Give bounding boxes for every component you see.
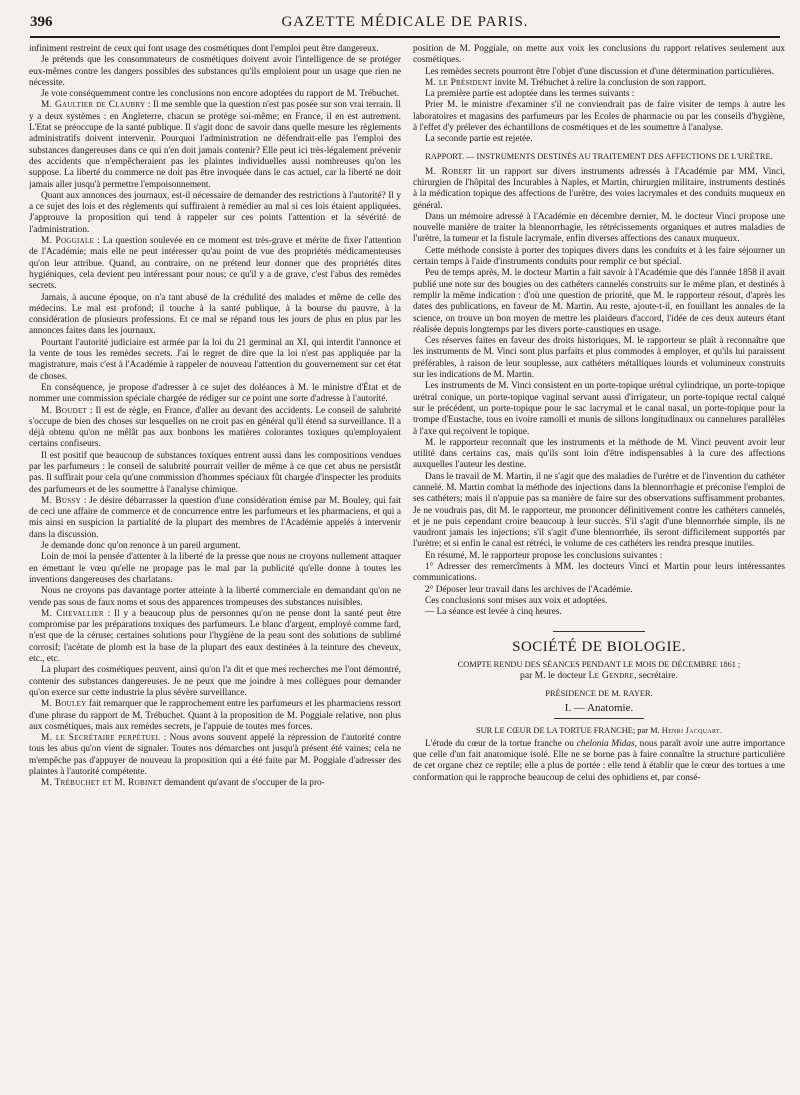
article-author: Henri Jacquart [661, 726, 720, 736]
speech-text: : Je désire débarrasser la question d'une considération émise par M. Bouley, qui fait de ceci une affaire de commerce et de concurrence entre les parfumeurs et les pharmaciens, et qui a mis ainsi en suspicion la partialité de la plupart des membres de l'Académie appelés à intervenir dans la discussion. [29, 495, 401, 540]
speech-text: : Il me semble que la question n'est pas posée sur son vrai terrain. Il y a deux systèmes : en Angleterre, chacun se protège soi-même; en France, il en est autrement. L'Etat se préoccupe de la santé publique. Il s'agit donc de savoir dans quelle mesure les règlements administratifs doivent intervenir. Pourquoi l'administration ne défendrait-elle pas l'emploi des substances dangereuses dans ce qui n'en doit jamais contenir? Elle peut ici très-légalement prévenir des accidents que n'empêcheraient pas les plaintes individuelles aussi nombreuses qu'on les suppose. La liberté du commerce ne doit pas être invoquée dans le cas actuel, car la liberté ne doit jamais aller jusqu'à permettre l'empoisonnement. [29, 100, 401, 190]
paragraph: Nous ne croyons pas davantage porter atteinte à la liberté commerciale en demandant qu'on ne vende pas sous de faux noms et sous des apparences trompeuses des substances nuisibles. [29, 586, 401, 608]
speaker-name: M. Gaultier de Claubry [41, 100, 146, 111]
speech-text: fait remarquer que le rapprochement entre les parfumeurs et les pharmaciens ressort d'une phrase du rapport de M. Trébuchet. Quant à la proposition de M. Poggiale relative, non plus aux cosmétiques, mais aux remèdes secrets, je l'appuie de toutes mes forces. [29, 699, 401, 732]
left-column [29, 44, 401, 1092]
speaker-name: M. Poggiale [41, 236, 95, 247]
paragraph: Il est positif que beaucoup de substances toxiques entrent aussi dans les compositions vendues par les parfumeurs : le conseil de salubrité pourrait veiller de même à ce que cet abus ne persistât pas. Il suffirait pour cela qu'une commission d'hommes spéciaux fût chargée d'inspecter les produits des parfumeurs et de les soumettre à l'analyse chimique. [29, 450, 401, 495]
article-heading-text: SUR LE CŒUR DE LA TORTUE FRANCHE; par M. [475, 726, 662, 736]
paragraph: — La séance est levée à cinq heures. [425, 607, 562, 618]
paragraph: Je demande donc qu'on renonce à un pareil argument. [41, 541, 241, 552]
paragraph: Les instruments de M. Vinci consistent en un porte-topique urétral cylindrique, un porte-topique urétral conique, un porte-topique vaginal servant aussi d'irrigateur, un porte-topique rectal calqué sur le précédent, un porte-topique pour le sac lacrymal et le canal nasal, un porte-topique pour la trompe d'Eustache, tous en ivoire ramolli et munis de sillons longitudinaux ou cannelures parallèles à l'axe qui reçoivent le topique. [413, 381, 785, 437]
paragraph: Dans un mémoire adressé à l'Académie en décembre dernier, M. le docteur Vinci propose une nouvelle manière de traiter la blennorrhagie, les rétrécissements organiques et autres maladies de l'urètre, la tumeur et la fistule lacrymale, enfin diverses affections des canaux muqueux. [413, 211, 785, 245]
paragraph [29, 733, 401, 778]
paragraph: Quant aux annonces des journaux, est-il nécessaire de demander des restrictions à l'autorité? Il y a ce sujet des lois et des règlements qui suffiraient à remédier au mal si ces lois étaient appliquées. J'approuve la proposition qui tend à rappeler sur ces points l'attention et la sévérité de l'administration. [29, 190, 401, 235]
speech-text: : Il est de règle, en France, d'aller au devant des accidents. Le conseil de salubrité s'occupe de bien des choses sur lesquelles on ne croit pas en général qu'il étend sa surveillance. Il a déjà obtenu qu'on ne mêlât pas aux bonbons les matières colorantes toxiques qu'employaient certains confiseurs. [29, 405, 401, 450]
paragraph: M. le rapporteur reconnaît que les instruments et la méthode de M. Vinci peuvent avoir leur utilité dans certains cas, mais qu'ils sont loin d'être indispensables à la cure des affections auxquelles l'auteur les destine. [413, 437, 785, 471]
paragraph [29, 100, 401, 190]
paragraph [413, 78, 785, 89]
paragraph: Loin de moi la pensée d'attenter à la liberté de la presse que nous ne croyons nullement attaquer en émettant le vœu qu'elle ne propage pas le mal par la publicité qu'elle donne à toutes les inventions dangereuses des charlatans. [29, 552, 401, 585]
paragraph: Les remèdes secrets pourront être l'objet d'une discussion et d'une détermination particulières. [425, 66, 774, 77]
page-number: 396 [30, 14, 53, 30]
presidency-line: PRÉSIDENCE DE M. RAYER. [545, 688, 653, 698]
paragraph: La plupart des cosmétiques peuvent, ainsi qu'on l'a dit et que mes recherches me l'ont démontré, contenir des substances dangereuses. Je ne peux que me joindre à mes collègues pour demander qu'on exerce sur cette industrie la plus sévère surveillance. [29, 665, 401, 698]
article-heading [413, 725, 785, 736]
species-name: chelonia Midas [576, 738, 635, 749]
paragraph [413, 167, 785, 212]
subsection-divider [554, 718, 644, 719]
paragraph: Je vote conséquemment contre les conclusions non encore adoptées du rapport de M. Trébuchet. [41, 89, 400, 100]
page-header [30, 10, 780, 38]
speaker-name: M. Chevallier [41, 608, 104, 619]
secretary-name: Le Gendre [588, 670, 634, 682]
paragraph: Je prétends que les consommateurs de cosmétiques doivent avoir l'intelligence de se protéger eux-mêmes contre les dangers possibles des substances qu'ils emploient pour un usage que rien ne nécessite. [29, 55, 401, 88]
speaker-name: M. le Secrétaire perpétuel [41, 733, 161, 744]
paragraph [29, 496, 401, 541]
paragraph [29, 236, 401, 292]
paragraph: En conséquence, je propose d'adresser à ce sujet des doléances à M. le ministre d'État et de nommer une commission spéciale chargée de rédiger sur ce point une sorte d'adresse à l'autorité. [29, 382, 401, 405]
paragraph [29, 699, 401, 733]
speech-text: invite M. Trébuchet à relire la conclusion de son rapport. [492, 77, 707, 88]
paragraph: infiniment restreint de ceux qui font usage des cosmétiques dont l'emploi peut être dangereux. [29, 44, 379, 54]
speaker-name: M. Boudet [41, 405, 88, 416]
speech-text: : Nous avons souvent appelé la répression de l'autorité contre tous les abus qu'on vient de signaler. Toutes nos démarches ont jusqu'à présent été vaines; cela ne m'empêche pas d'appuyer de nouveau la proposition qui a été faite par M. Poggiale d'adresser des plaintes à l'autorité compétente. [29, 733, 401, 777]
speech-text: demandent qu'avant de s'occuper de la pro- [162, 778, 325, 789]
paragraph [29, 406, 401, 451]
subtitle-text: par M. le docteur [520, 670, 589, 682]
paragraph-text: , nous paraît avoir une autre importance que celle d'un fait anatomique isolé. Elle ne se borne pas à faire connaître la structure particulière de cet organe chez ce reptile; elle a plus de portée : elle tend à établir que le cœur des tortues a une conformation qui le rapproche beaucoup de celui des ophidiens et, par consé- [413, 738, 785, 783]
paragraph [29, 778, 401, 789]
article-heading-text: . [719, 726, 723, 736]
paragraph: Peu de temps après, M. le docteur Martin a fait savoir à l'Académie que dès l'année 1858 il avait publié une note sur des bougies ou des cathéters cannelés construits sur le même plan, et destinés à remplir la même indication : d'où une question de priorité, que M. le rapporteur résout, d'après les dates des publications, en faveur de M. Martin. Au reste, ajoute-t-il, en fouillant les annales de la science, on trouve un bon moyen de mettre les plaideurs d'accord, l'idée de ces deux auteurs étant réalisée depuis longtemps par les divers porte-caustiques en usage. [413, 268, 785, 335]
speaker-name: M. Bouley [41, 699, 87, 710]
paragraph: La seconde partie est rejetée. [425, 134, 533, 145]
journal-title: GAZETTE MÉDICALE DE PARIS. [281, 14, 529, 30]
speech-text: : La question soulevée en ce moment est très-grave et mérite de fixer l'attention de l'Académie; mais elle ne peut intéresser qu'au point de vue des propriétés médicamenteuses qu'on leur attribue. Quand, au contraire, on ne prétend leur donner que des propriétés dites hygiéniques, cela devient peu intéressant pour nous; ce qu'il y a de grave, c'est l'abus des remèdes secrets. [29, 236, 401, 292]
speech-text: : Il y a beaucoup plus de personnes qu'on ne pense dont la santé peut être compromise par les préparations toxiques des parfumeurs. Le blanc d'argent, employé comme fard, n'est que de la céruse; certaines solutions pour l'hygiène de la peau sont des solutions de sublimé corrosif; l'acétate de plomb est la base de la plupart des eaux destinées à la teinture des cheveux, etc., etc. [29, 608, 401, 665]
paragraph: Dans le travail de M. Martin, il ne s'agit que des maladies de l'urètre et de l'invention du cathéter cannelé. M. Martin combat la méthode des injections dans la blennorrhagie et préconise l'emploi de ses cathéters; mais il n'appuie pas sa manière de faire sur des observations suffisamment probantes. Je ne voudrais pas, dit M. le rapporteur, me prononcer définitivement contre les cathéters cannelés, et je ne puis cependant croire beaucoup à leur succès. S'il s'agit d'une blennorrhée simple, ils ne vaudront jamais les injections; s'il s'agit d'une blennorrhée, ils seront difficilement supportés par l'urètre; et si enfin le canal est rétréci, le volume de ces cathéters les rendra presque inutiles. [413, 471, 785, 550]
paragraph: La première partie est adoptée dans les termes suivants : [425, 89, 635, 100]
speaker-name: M. Trébuchet et M. Robinet [41, 778, 163, 789]
paragraph: En résumé, M. le rapporteur propose les conclusions suivantes : [425, 550, 663, 561]
paragraph: 1° Adresser des remercîments à MM. les docteurs Vinci et Martin pour leurs intéressantes communications. [413, 562, 785, 584]
society-title: SOCIÉTÉ DE BIOLOGIE. [512, 638, 686, 655]
subsection-heading: I. — Anatomie. [564, 702, 634, 715]
section-divider [553, 631, 645, 632]
speaker-name: M. le Président [425, 77, 493, 88]
society-subtitle [413, 659, 785, 682]
section-title: RAPPORT. — INSTRUMENTS DESTINÉS AU TRAITEMENT DES AFFECTIONS DE L'URÈTRE. [425, 151, 773, 161]
speech-text: lit un rapport sur divers instruments adressés à l'Académie par MM. Vinci, chirurgien de l'hôpital des Incurables à Naples, et Martin, chirurgien militaire, instruments destinés à la médication topique des affections de l'urètre, des voies lacrymales et des conduits muqueux en général. [413, 166, 785, 211]
paragraph-text: L'étude du cœur de la tortue franche ou [425, 738, 577, 749]
paragraph: Ces réserves faites en faveur des droits historiques, M. le rapporteur se plaît à reconnaître que les instruments de M. Vinci sont plus parfaits et plus commodes à employer, et qu'ils lui paraissent préférables, à raison de leur souplesse, aux cathéters métalliques lourds et volumineux construits sur les indications de M. Martin. [413, 336, 785, 381]
subtitle-line: COMPTE RENDU DES SÉANCES PENDANT LE MOIS DE DÉCEMBRE 1861 ; [457, 659, 741, 669]
paragraph: Jamais, à aucune époque, on n'a tant abusé de la crédulité des malades et même de celle des médecins. Le mal est profond; il touche à la santé publique, à la bourse du pauvre, à la considération de plusieurs professions. Et ce mal se répand tous les jours de plus en plus par les annonces faites dans les journaux. [29, 292, 401, 337]
paragraph: position de M. Poggiale, on mette aux voix les conclusions du rapport relatives seulement aux cosmétiques. [413, 44, 785, 66]
paragraph: 2° Déposer leur travail dans les archives de l'Académie. [425, 584, 633, 595]
speaker-name: M. Robert [425, 166, 473, 177]
speaker-name: M. Bussy [41, 495, 81, 506]
subtitle-text: , secrétaire. [634, 670, 678, 682]
paragraph: Cette méthode consiste à porter des topiques divers dans les conduits et à les faire séjourner un certain temps à l'aide d'instruments conduits pour remplir ce but spécial. [413, 245, 785, 268]
paragraph: Pourtant l'autorité judiciaire est armée par la loi du 21 germinal an XI, qui interdit l'annonce et la vente de tous les remèdes secrets. J'ai le regret de dire que la loi n'est pas appliquée par la magistrature, mais c'est à l'Académie à rappeler de nouveau l'attention du gouvernement sur cet état de choses. [29, 337, 401, 382]
right-column [413, 44, 785, 1092]
paragraph [413, 739, 785, 784]
paragraph [29, 609, 401, 665]
paragraph: Prier M. le ministre d'examiner s'il ne conviendrait pas de faire visiter de temps à autre les laboratoires et magasins des parfumeurs par les Ecoles de pharmacie ou par les conseils d'hygiène, à l'effet d'y prélever des échantillons de cosmétiques et de les soumettre à l'analyse. [413, 100, 785, 134]
paragraph: Ces conclusions sont mises aux voix et adoptées. [425, 595, 608, 606]
